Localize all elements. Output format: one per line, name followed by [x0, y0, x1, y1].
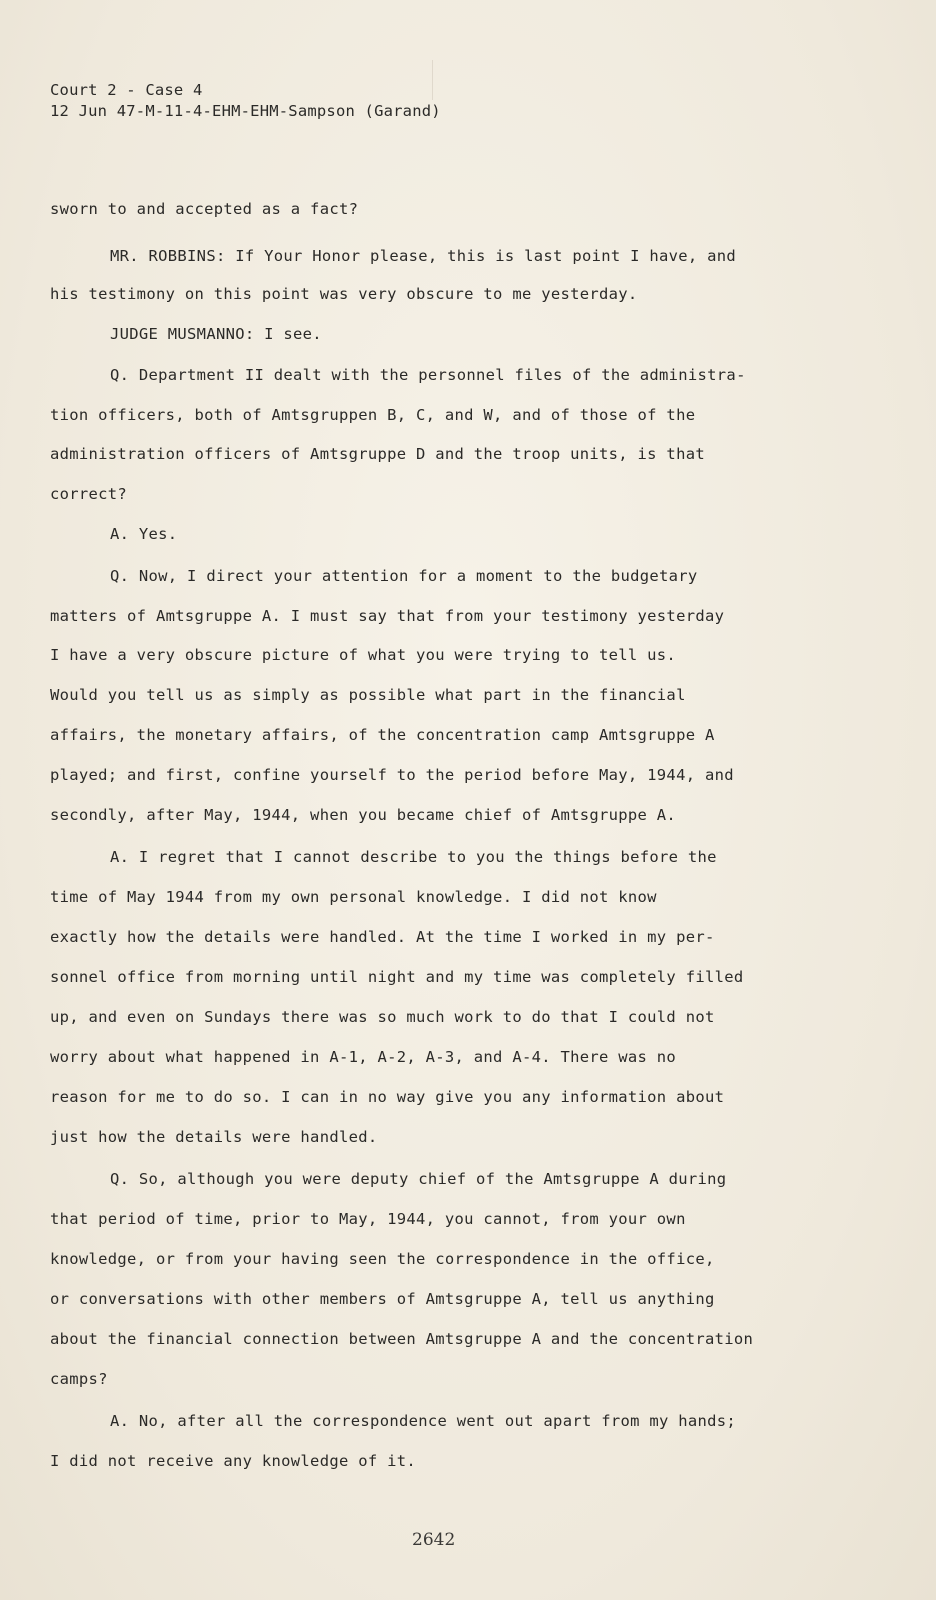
page-number: 2642	[412, 1530, 456, 1550]
transcript-line: MR. ROBBINS: If Your Honor please, this is last point I have, and	[110, 247, 737, 265]
transcript-line: Q. Now, I direct your attention for a moment to the budgetary	[110, 567, 698, 585]
transcript-line: about the financial connection between Amtsgruppe A and the concentration	[50, 1330, 754, 1348]
transcript-line: sworn to and accepted as a fact?	[50, 200, 359, 218]
transcript-line: camps?	[50, 1370, 108, 1388]
transcript-line: A. Yes.	[110, 525, 178, 543]
transcript-line: exactly how the details were handled. At the time I worked in my per-	[50, 928, 715, 946]
transcript-line: just how the details were handled.	[50, 1128, 378, 1146]
transcript-line: JUDGE MUSMANNO: I see.	[110, 325, 322, 343]
transcript-line: correct?	[50, 485, 128, 503]
transcript-line: reason for me to do so. I can in no way give you any information about	[50, 1088, 725, 1106]
transcript-line: his testimony on this point was very obscure to me yesterday.	[50, 285, 638, 303]
header-case-line: Court 2 - Case 4	[50, 81, 203, 99]
header-date-line: 12 Jun 47-M-11-4-EHM-EHM-Sampson (Garand)	[50, 102, 441, 120]
transcript-line: A. I regret that I cannot describe to you the things before the	[110, 848, 717, 866]
transcript-line: secondly, after May, 1944, when you became chief of Amtsgruppe A.	[50, 806, 677, 824]
transcript-line: tion officers, both of Amtsgruppen B, C, and W, and of those of the	[50, 406, 696, 424]
transcript-line: worry about what happened in A-1, A-2, A-3, and A-4. There was no	[50, 1048, 677, 1066]
transcript-line: Q. Department II dealt with the personnel files of the administra-	[110, 366, 746, 384]
document-header	[50, 80, 441, 122]
transcript-line: I did not receive any knowledge of it.	[50, 1452, 417, 1470]
transcript-line: administration officers of Amtsgruppe D and the troop units, is that	[50, 445, 705, 463]
transcript-line: affairs, the monetary affairs, of the concentration camp Amtsgruppe A	[50, 726, 715, 744]
transcript-line: played; and first, confine yourself to the period before May, 1944, and	[50, 766, 734, 784]
transcript-line: that period of time, prior to May, 1944, you cannot, from your own	[50, 1210, 686, 1228]
transcript-line: I have a very obscure picture of what you were trying to tell us.	[50, 646, 677, 664]
transcript-line: matters of Amtsgruppe A. I must say that from your testimony yesterday	[50, 607, 725, 625]
transcript-line: or conversations with other members of Amtsgruppe A, tell us anything	[50, 1290, 715, 1308]
transcript-line: time of May 1944 from my own personal knowledge. I did not know	[50, 888, 657, 906]
transcript-line: Would you tell us as simply as possible what part in the financial	[50, 686, 686, 704]
transcript-line: sonnel office from morning until night and my time was completely filled	[50, 968, 744, 986]
transcript-line: knowledge, or from your having seen the correspondence in the office,	[50, 1250, 715, 1268]
transcript-line: A. No, after all the correspondence went out apart from my hands;	[110, 1412, 737, 1430]
transcript-line: up, and even on Sundays there was so much work to do that I could not	[50, 1008, 715, 1026]
transcript-line: Q. So, although you were deputy chief of the Amtsgruppe A during	[110, 1170, 727, 1188]
